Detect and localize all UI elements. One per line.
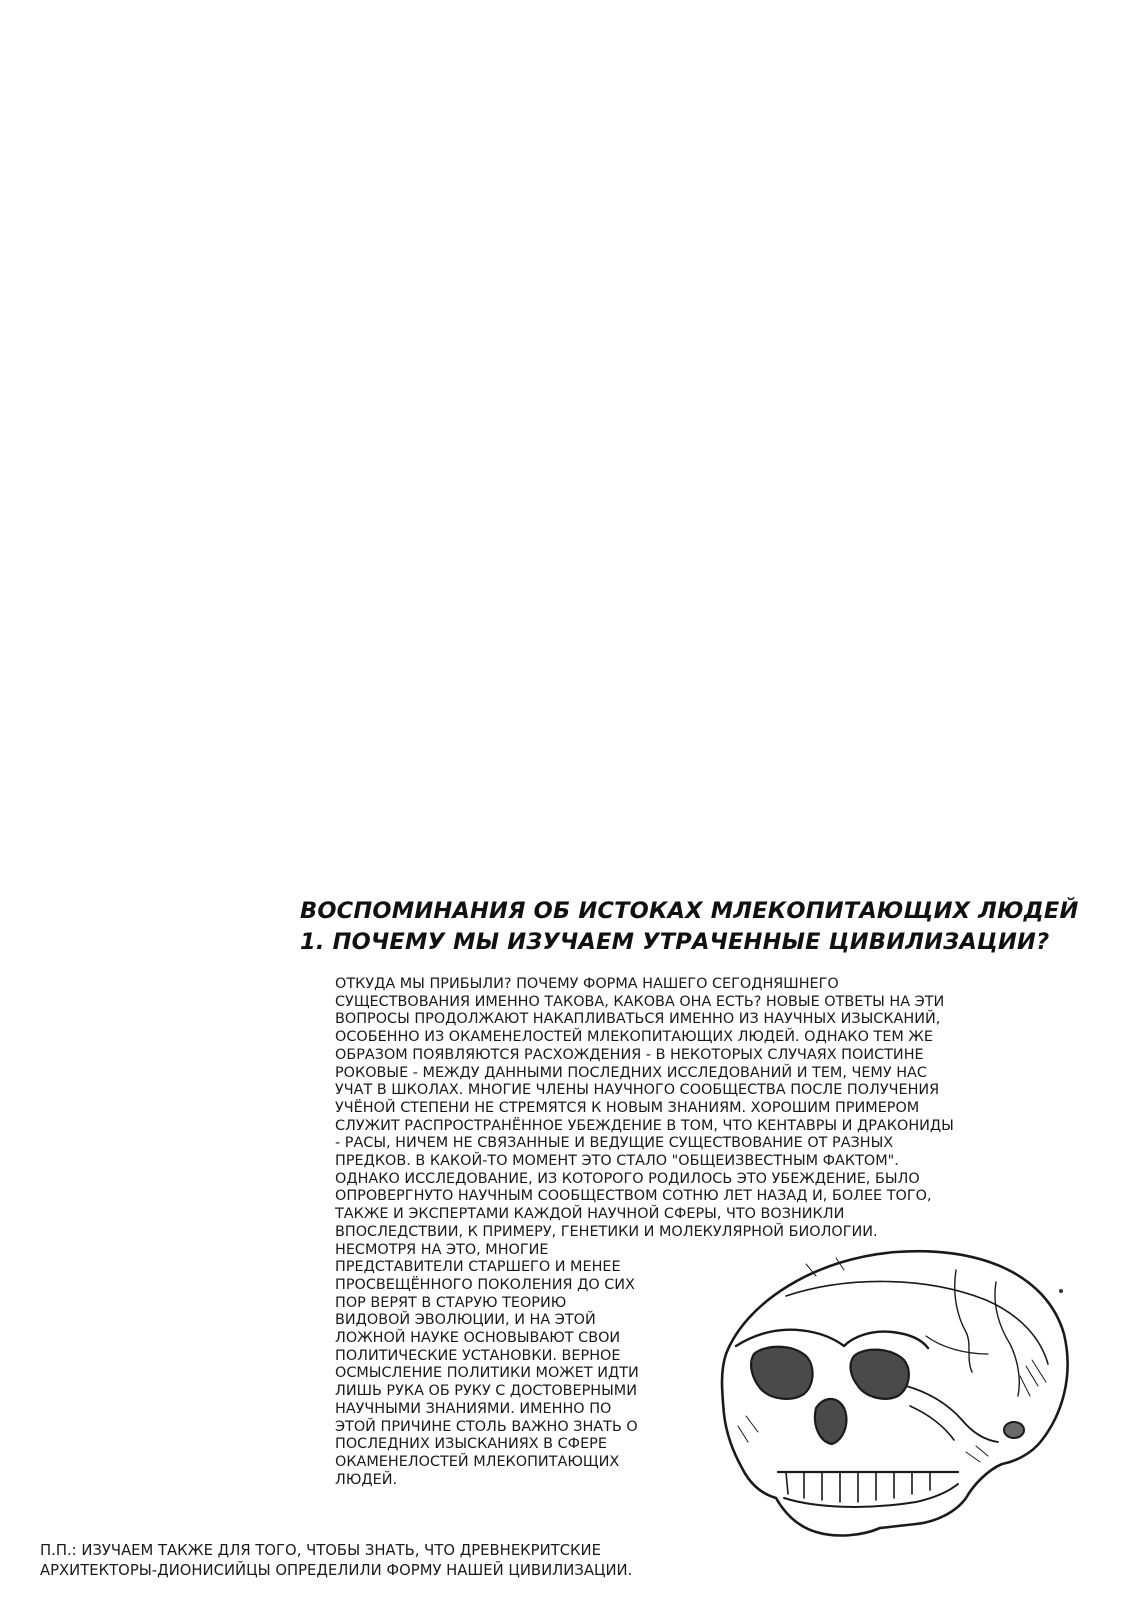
body-line: ОПРОВЕРГНУТО НАУЧНЫМ СООБЩЕСТВОМ СОТНЮ ЛЕТ НАЗАД И, БОЛЕЕ ТОГО, [335,1188,932,1205]
body-line: ПОСЛЕДНИХ ИЗЫСКАНИЯХ В СФЕРЕ [335,1436,607,1453]
body-line: ВПОСЛЕДСТВИИ, К ПРИМЕРУ, ГЕНЕТИКИ И МОЛЕКУЛЯРНОЙ БИОЛОГИИ. [335,1223,878,1240]
body-line: ПОЛИТИЧЕСКИЕ УСТАНОВКИ. ВЕРНОЕ [335,1347,621,1364]
body-line: УЧАТ В ШКОЛАХ. МНОГИЕ ЧЛЕНЫ НАУЧНОГО СООБЩЕСТВА ПОСЛЕ ПОЛУЧЕНИЯ [335,1082,940,1099]
title-line-2: 1. ПОЧЕМУ МЫ ИЗУЧАЕМ УТРАЧЕННЫЕ ЦИВИЛИЗАЦИИ? [300,929,1050,955]
body-line: ОТКУДА МЫ ПРИБЫЛИ? ПОЧЕМУ ФОРМА НАШЕГО СЕГОДНЯШНЕГО [335,976,839,992]
body-line: ОКАМЕНЕЛОСТЕЙ МЛЕКОПИТАЮЩИХ [335,1453,620,1470]
body-line: ОДНАКО ИССЛЕДОВАНИЕ, ИЗ КОТОРОГО РОДИЛОСЬ ЭТО УБЕЖДЕНИЕ, БЫЛО [335,1170,920,1187]
body-line: НАУЧНЫМИ ЗНАНИЯМИ. ИМЕННО ПО [335,1400,612,1417]
body-line: ОСОБЕННО ИЗ ОКАМЕНЕЛОСТЕЙ МЛЕКОПИТАЮЩИХ ЛЮДЕЙ. ОДНАКО ТЕМ ЖЕ [335,1029,933,1046]
postscript-line-1: П.П.: ИЗУЧАЕМ ТАКЖЕ ДЛЯ ТОГО, ЧТОБЫ ЗНАТЬ, ЧТО ДРЕВНЕКРИТСКИЕ [40,1542,601,1559]
page-title [300,896,1079,958]
body-line: ОБРАЗОМ ПОЯВЛЯЮТСЯ РАСХОЖДЕНИЯ - В НЕКОТОРЫХ СЛУЧАЯХ ПОИСТИНЕ [335,1046,924,1063]
body-line: ПРЕДСТАВИТЕЛИ СТАРШЕГО И МЕНЕЕ [335,1259,621,1276]
body-line: ВОПРОСЫ ПРОДОЛЖАЮТ НАКАПЛИВАТЬСЯ ИМЕННО ИЗ НАУЧНЫХ ИЗЫСКАНИЙ, [335,1011,941,1028]
body-line: ЛИШЬ РУКА ОБ РУКУ С ДОСТОВЕРНЫМИ [335,1383,637,1400]
body-line: ВИДОВОЙ ЭВОЛЮЦИИ, И НА ЭТОЙ [335,1312,596,1329]
body-line: ЛЮДЕЙ. [335,1471,398,1488]
postscript-line-2: АРХИТЕКТОРЫ-ДИОНИСИЙЦЫ ОПРЕДЕЛИЛИ ФОРМУ НАШЕЙ ЦИВИЛИЗАЦИИ. [40,1561,633,1579]
body-line: СУЩЕСТВОВАНИЯ ИМЕННО ТАКОВА, КАКОВА ОНА ЕСТЬ? НОВЫЕ ОТВЕТЫ НА ЭТИ [335,993,945,1010]
body-line: УЧЁНОЙ СТЕПЕНИ НЕ СТРЕМЯТСЯ К НОВЫМ ЗНАНИЯМ. ХОРОШИМ ПРИМЕРОМ [335,1099,920,1116]
body-line: РОКОВЫЕ - МЕЖДУ ДАННЫМИ ПОСЛЕДНИХ ИССЛЕДОВАНИЙ И ТЕМ, ЧЕМУ НАС [335,1064,927,1081]
body-line: СЛУЖИТ РАСПРОСТРАНЁННОЕ УБЕЖДЕНИЕ В ТОМ, ЧТО КЕНТАВРЫ И ДРАКОНИДЫ [335,1117,954,1134]
skull-icon [666,1236,1076,1546]
body-line: ЭТОЙ ПРИЧИНЕ СТОЛЬ ВАЖНО ЗНАТЬ О [335,1418,638,1435]
body-line: - РАСЫ, НИЧЕМ НЕ СВЯЗАННЫЕ И ВЕДУЩИЕ СУЩЕСТВОВАНИЕ ОТ РАЗНЫХ [335,1135,894,1152]
body-line: ЛОЖНОЙ НАУКЕ ОСНОВЫВАЮТ СВОИ [335,1330,621,1347]
body-line: НЕСМОТРЯ НА ЭТО, МНОГИЕ [335,1241,549,1258]
body-line: ПРЕДКОВ. В КАКОЙ-ТО МОМЕНТ ЭТО СТАЛО "ОБЩЕИЗВЕСТНЫМ ФАКТОМ". [335,1153,899,1170]
body-line: ТАКЖЕ И ЭКСПЕРТАМИ КАЖДОЙ НАУЧНОЙ СФЕРЫ, ЧТО ВОЗНИКЛИ [335,1206,845,1223]
body-line: ОСМЫСЛЕНИЕ ПОЛИТИКИ МОЖЕТ ИДТИ [335,1365,639,1382]
postscript [40,1541,632,1580]
title-line-1: ВОСПОМИНАНИЯ ОБ ИСТОКАХ МЛЕКОПИТАЮЩИХ ЛЮДЕЙ [300,898,1079,924]
body-line: ПОР ВЕРЯТ В СТАРУЮ ТЕОРИЮ [335,1294,567,1311]
body-line: ПРОСВЕЩЁННОГО ПОКОЛЕНИЯ ДО СИХ [335,1276,635,1293]
